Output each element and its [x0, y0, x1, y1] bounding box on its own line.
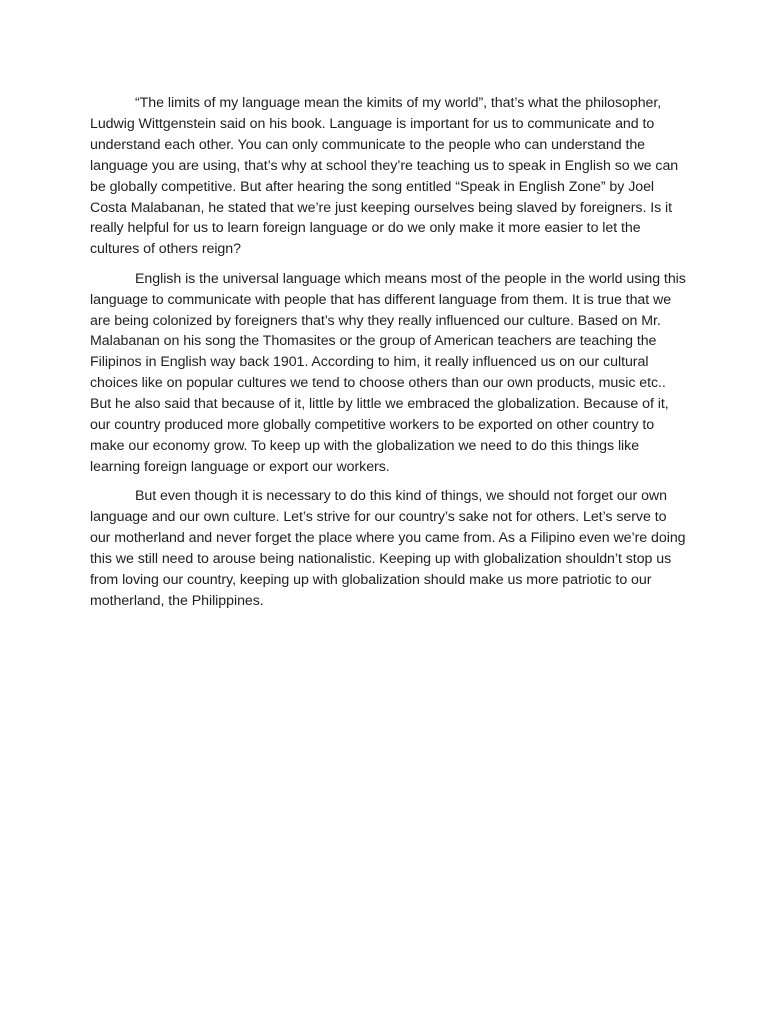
paragraph-3: But even though it is necessary to do this kind of things, we should not forget our own language and our own culture. Let’s strive for our country’s sake not for others. Let’s serve to our motherland and never forget the place where you came from. As a Filipino even we’re doing this we still need to arouse being nationalistic. Keeping up with globalization shouldn’t stop us from loving our country, keeping up with globalization should make us more patriotic to our motherland, the Philippines. — [90, 488, 686, 609]
document-body — [90, 93, 690, 620]
paragraph-1: “The limits of my language mean the kimits of my world”, that’s what the philosopher, Ludwig Wittgenstein said on his book. Language is important for us to communicate and to understand each other. You can only communicate to the people who can understand the language you are using, that’s why at school they’re teaching us to speak in English so we can be globally competitive. But after hearing the song entitled “Speak in English Zone” by Joel Costa Malabanan, he stated that we’re just keeping ourselves being slaved by foreigners. Is it really helpful for us to learn foreign language or do we only make it more easier to let the cultures of others reign? — [90, 95, 679, 258]
paragraph-2: English is the universal language which means most of the people in the world using this language to communicate with people that has different language from them. It is true that we are being colonized by foreigners that’s why they really influenced our culture. Based on Mr. Malabanan on his song the Thomasites or the group of American teachers are teaching the Filipinos in English way back 1901. According to him, it really influenced us on our cultural choices like on popular cultures we tend to choose others than our own products, music etc.. But he also said that because of it, little by little we embraced the globalization. Because of it, our country produced more globally competitive workers to be exported on other country to make our economy grow. To keep up with the globalization we need to do this things like learning foreign language or export our workers. — [90, 270, 686, 475]
